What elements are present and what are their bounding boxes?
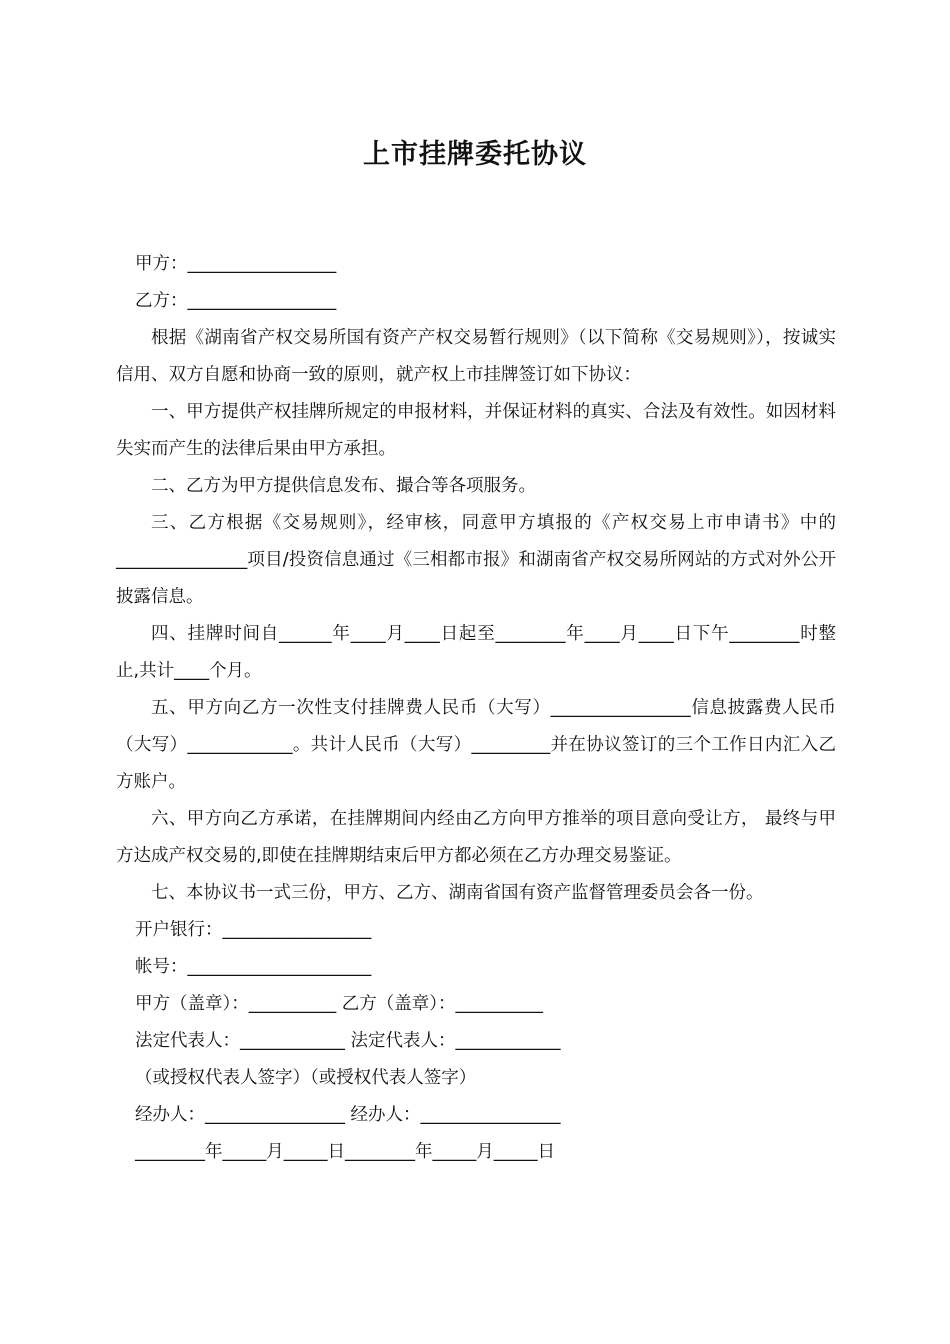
- date-line: ________年_____月_____日________年_____月_____日: [135, 1142, 555, 1162]
- account-line: 帐号：_____________________: [135, 957, 372, 977]
- seal-line: 甲方（盖章）：__________ 乙方（盖章）：__________: [135, 994, 544, 1014]
- clause-1: 一、甲方提供产权挂牌所规定的申报材料，并保证材料的真实、合法及有效性。如因材料失实而产生的法律后果由甲方承担。: [116, 402, 836, 459]
- authorized-signature-line: （或授权代表人签字）（或授权代表人签字）: [135, 1068, 477, 1088]
- clause-5: 五、甲方向乙方一次性支付挂牌费人民币（大写）________________信息披露费人民币（大写）____________。共计人民币（大写）_________并在协议签订的三个工作日内汇入乙方账户。: [116, 698, 836, 792]
- clause-3: 三、乙方根据《交易规则》，经审核，同意甲方填报的《产权交易上市申请书》中的_______________项目/投资信息通过《三相都市报》和湖南省产权交易所网站的方式对外公开披露信息。: [116, 513, 836, 607]
- clause-7: 七、本协议书一式三份，甲方、乙方、湖南省国有资产监督管理委员会各一份。: [151, 883, 764, 903]
- bank-line: 开户银行：_________________: [135, 920, 372, 940]
- clause-2: 二、乙方为甲方提供信息发布、撮合等各项服务。: [151, 476, 536, 496]
- clause-6: 六、甲方向乙方承诺，在挂牌期间内经由乙方向甲方推举的项目意向受让方， 最终与甲方达成产权交易的,即使在挂牌期结束后甲方都必须在乙方办理交易鉴证。: [116, 809, 836, 866]
- intro-paragraph: 根据《湖南省产权交易所国有资产产权交易暂行规则》（以下简称《交易规则》），按诚实信用、双方自愿和协商一致的原则，就产权上市挂牌签订如下协议：: [116, 328, 836, 385]
- document-title: 上市挂牌委托协议: [363, 139, 587, 170]
- legal-representative-line: 法定代表人：____________ 法定代表人：____________: [135, 1031, 561, 1051]
- party-b-line: 乙方：_________________: [135, 291, 337, 311]
- document-body: [116, 246, 836, 1171]
- handler-line: 经办人：________________ 经办人：________________: [135, 1105, 561, 1125]
- clause-4: 四、挂牌时间自______年____月____日起至________年____月____日下午________时整止,共计____个月。: [116, 624, 836, 681]
- party-a-line: 甲方：_________________: [135, 254, 337, 274]
